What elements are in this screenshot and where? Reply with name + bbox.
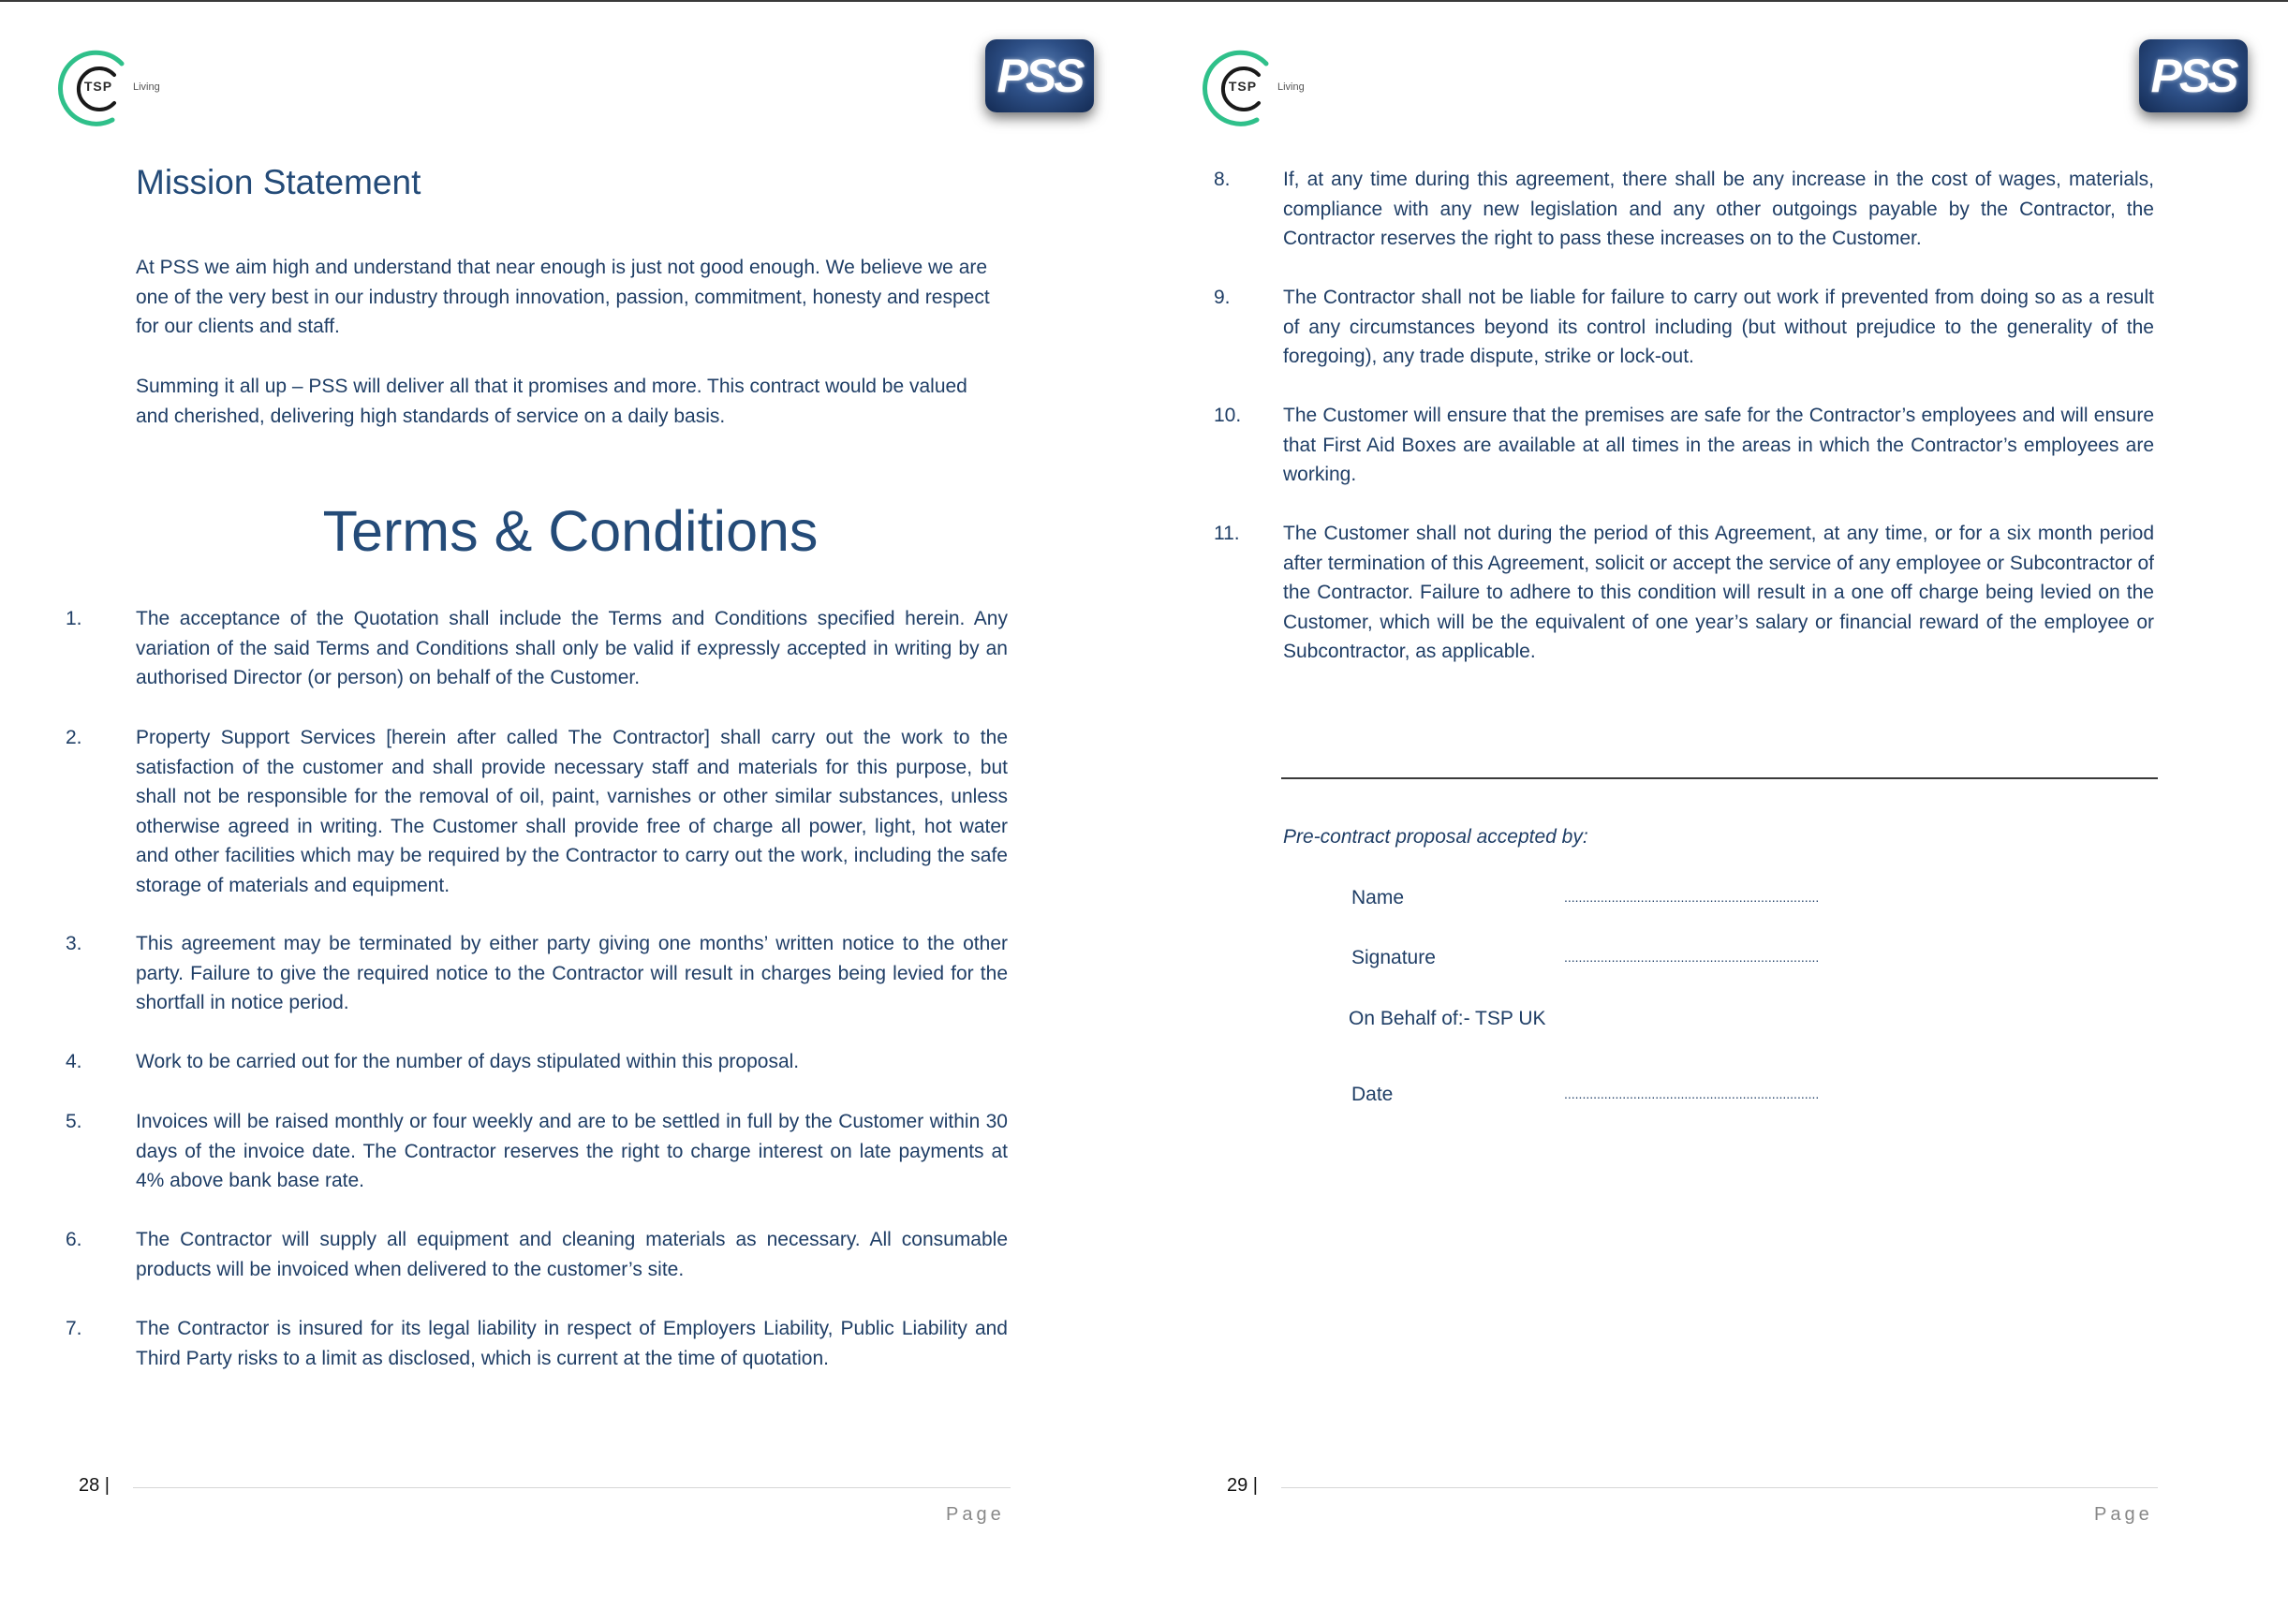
mission-paragraph-1: At PSS we aim high and understand that near enough is just not good enough. We believe we are one of the very best in our industry through innovation, passion, commitment, honesty and respect for our clients and staff.	[136, 257, 990, 337]
clause-number: 9.	[1214, 287, 1231, 308]
clause-number: 1.	[66, 608, 82, 629]
signature-divider	[1281, 777, 2158, 779]
clause-text: The Contractor is insured for its legal liability in respect of Employers Liability, Public Liability and Third Party risks to a limit as disclosed, which is current at the time of quotation.	[136, 1318, 1008, 1369]
tsp-living-logo	[56, 47, 169, 131]
clause-number: 2.	[66, 727, 82, 748]
clause-text: Work to be carried out for the number of days stipulated within this proposal.	[136, 1051, 800, 1072]
page-number: 29 |	[1227, 1475, 1258, 1496]
clause-number: 7.	[66, 1318, 82, 1339]
clause-number: 4.	[66, 1051, 82, 1072]
clause-number: 5.	[66, 1111, 82, 1132]
footer-rule	[133, 1487, 1011, 1488]
clause-text: The Contractor will supply all equipment and cleaning materials as necessary. All consumable products will be invoiced when delivered to the customer’s site.	[136, 1229, 1008, 1280]
clause-text: The Customer shall not during the period of this Agreement, at any time, or for a six month period after termination of this Agreement, solicit or accept the service of any employee or Subcontractor of the Contractor. Failure to adhere to this condition will result in a one off charge being levied on the Customer, which will be the equivalent of one year’s salary or financial reward of the employee or Subcontractor, as applicable.	[1283, 523, 2154, 662]
clause-text: Property Support Services [herein after called The Contractor] shall carry out the work to the satisfaction of the customer and shall provide necessary staff and materials for this purpose, but shall not be responsible for the removal of oil, paint, varnishes or other similar substances, unless otherwise agreed in writing. The Customer shall provide free of charge all power, light, hot water and other facilities which may be required by the Contractor to carry out the work, including the safe storage of materials and equipment.	[136, 727, 1008, 896]
name-field[interactable]: ......................................................................	[1564, 890, 1820, 905]
clause-text: This agreement may be terminated by either party giving one months’ written notice to the other party. Failure to give the required notice to the Contractor will result in charges being levied for the shortfall in notice period.	[136, 933, 1008, 1013]
clause-number: 6.	[66, 1229, 82, 1250]
name-label: Name	[1351, 887, 1405, 908]
page-label: Page	[2094, 1504, 2153, 1525]
clause-text: The acceptance of the Quotation shall include the Terms and Conditions specified herein. Any variation of the said Terms and Conditions shall only be valid if expressly accepted in writing by an authorised Director (or person) on behalf of the Customer.	[136, 608, 1008, 688]
terms-title: Terms & Conditions	[322, 499, 819, 563]
date-label: Date	[1351, 1084, 1394, 1105]
clause-number: 11.	[1214, 523, 1240, 544]
clause-number: 10.	[1214, 405, 1242, 426]
page-28	[0, 2, 1144, 1624]
mission-heading: Mission Statement	[136, 163, 421, 201]
tsp-logo-subtitle: Living	[1277, 81, 1305, 93]
page-label: Page	[946, 1504, 1005, 1525]
footer-rule	[1281, 1487, 2158, 1488]
tsp-logo-text: TSP	[83, 79, 113, 94]
mission-paragraph-2: Summing it all up – PSS will deliver all that it promises and more. This contract would be valued and cherished, delivering high standards of service on a daily basis.	[136, 376, 967, 427]
pss-logo: PSS	[985, 39, 1094, 112]
signature-field[interactable]: ......................................................................	[1564, 950, 1820, 965]
tsp-logo-text: TSP	[1228, 79, 1258, 94]
clause-text: Invoices will be raised monthly or four weekly and are to be settled in full by the Customer within 30 days of the invoice date. The Contractor reserves the right to charge interest on late payments at 4% above bank base rate.	[136, 1111, 1008, 1191]
clause-number: 8.	[1214, 169, 1231, 190]
on-behalf-label: On Behalf of:- TSP UK	[1349, 1008, 1546, 1029]
page-number: 28 |	[79, 1475, 110, 1496]
clause-text: If, at any time during this agreement, there shall be any increase in the cost of wages, materials, compliance with any new legislation and any other outgoings payable by the Contractor, the Contractor reserves the right to pass these increases on to the Customer.	[1283, 169, 2154, 249]
page-29	[1144, 2, 2288, 1624]
signature-label: Signature	[1351, 947, 1436, 968]
clause-number: 3.	[66, 933, 82, 954]
pss-logo: PSS	[2139, 39, 2248, 112]
tsp-logo-subtitle: Living	[133, 81, 160, 93]
tsp-living-logo	[1201, 47, 1313, 131]
clause-text: The Customer will ensure that the premises are safe for the Contractor’s employees and will ensure that First Aid Boxes are available at all times in the areas in which the Contractor’s employees are working.	[1283, 405, 2154, 485]
date-field[interactable]: ......................................................................	[1564, 1086, 1820, 1101]
acceptance-heading: Pre-contract proposal accepted by:	[1283, 826, 1588, 848]
clause-text: The Contractor shall not be liable for failure to carry out work if prevented from doing so as a result of any circumstances beyond its control including (but without prejudice to the generality of the foregoing), any trade dispute, strike or lock-out.	[1283, 287, 2154, 367]
